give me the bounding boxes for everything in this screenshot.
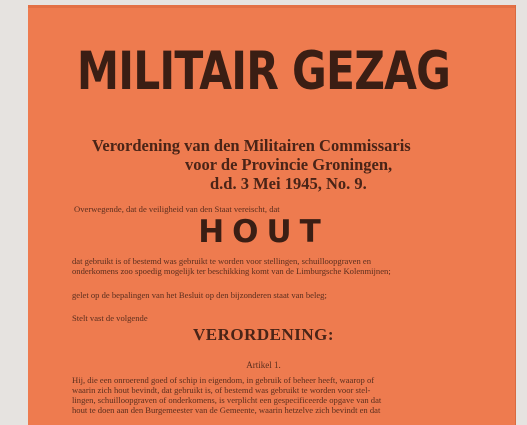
- gelet-text: gelet op de bepalingen van het Besluit op den bijzonderen staat van beleg;: [72, 290, 327, 300]
- hout-text-line-2: onderkomens zoo spoedig mogelijk ter beschikking komt van de Limburgsche Kolenmijnen;: [72, 266, 391, 276]
- verordening-title: VERORDENING:: [192, 325, 335, 344]
- overwegende-text: Overwegende, dat de veiligheid van den Staat vereischt, dat: [74, 204, 280, 214]
- artikel-text-line-2: waarin zich hout bevindt, dat gebruikt is, of bestemd was gebruikt te worden voor stel-: [72, 385, 371, 395]
- stelt-text: Stelt vast de volgende: [72, 313, 148, 323]
- poster-headline: MILITAIR GEZAG: [76, 41, 451, 102]
- hout-text-line-1: dat gebruikt is of bestemd was gebruikt te worden voor stellingen, schuilloopgraven en: [72, 256, 372, 266]
- artikel-text-line-3: lingen, schuilloopgraven of onderkomens, is verplicht een gespecificeerde opgave van dat: [72, 395, 382, 405]
- artikel-text-line-4: hout te doen aan den Burgemeester van de Gemeente, waarin hetzelve zich bevindt en dat: [72, 405, 381, 415]
- poster-edge: [28, 5, 515, 8]
- keyword-hout: HOUT: [198, 214, 329, 250]
- subtitle-line-1: Verordening van den Militairen Commissaris: [92, 136, 411, 155]
- subtitle-line-2: voor de Provincie Groningen,: [185, 155, 393, 174]
- artikel-title: Artikel 1.: [246, 360, 281, 370]
- subtitle-line-3: d.d. 3 Mei 1945, No. 9.: [210, 174, 367, 193]
- artikel-text-line-1: Hij, die een onroerend goed of schip in eigendom, in gebruik of beheer heeft, waarop of: [72, 375, 375, 385]
